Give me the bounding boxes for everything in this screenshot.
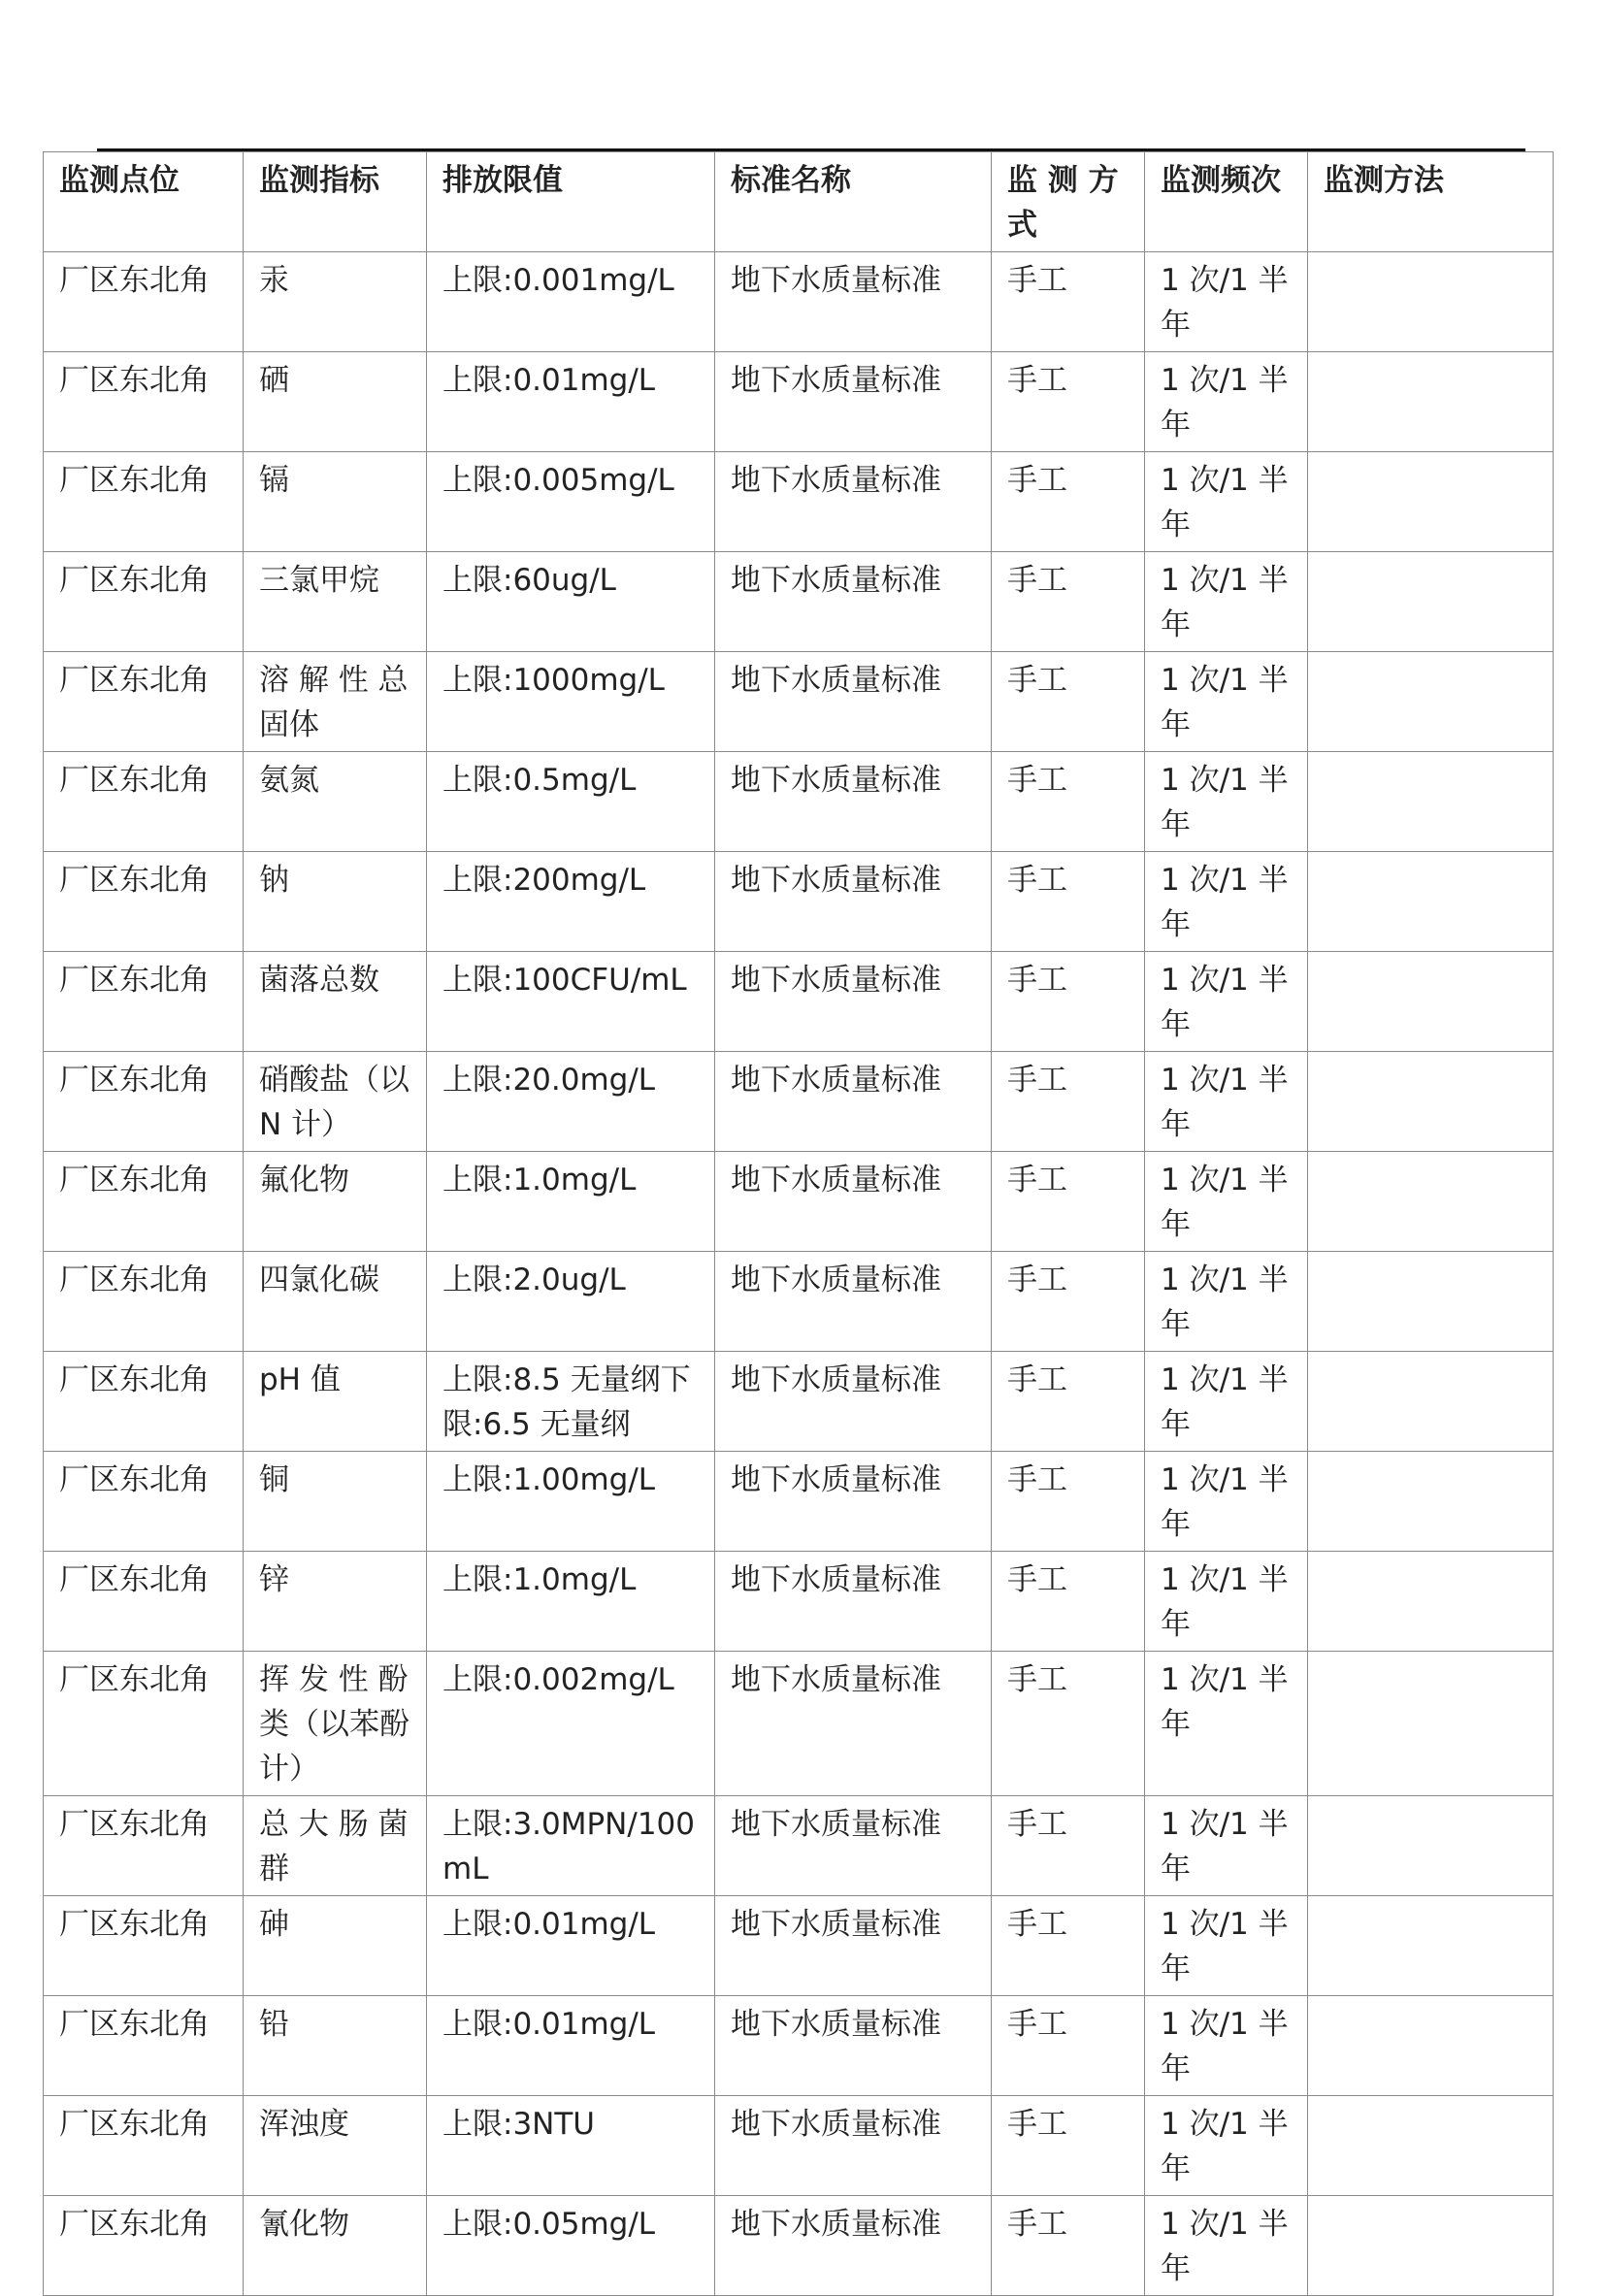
cell-indicator: 氟化物: [244, 1152, 427, 1252]
header-indicator: 监测指标: [244, 152, 427, 252]
table-row: [44, 1796, 1554, 1896]
cell-limit: 上限:0.5mg/L: [427, 752, 715, 852]
cell-standard: 地下水质量标准: [715, 1552, 992, 1652]
cell-method-type: 手工: [992, 2196, 1145, 2296]
cell-monitoring-point: 厂区东北角: [44, 1552, 244, 1652]
cell-limit: 上限:3NTU: [427, 2096, 715, 2196]
cell-standard: 地下水质量标准: [715, 1252, 992, 1352]
table-row: [44, 1652, 1554, 1796]
cell-standard: 地下水质量标准: [715, 2096, 992, 2196]
cell-monitoring-point: 厂区东北角: [44, 252, 244, 352]
cell-method: [1308, 1052, 1554, 1152]
cell-standard: 地下水质量标准: [715, 1052, 992, 1152]
cell-method: [1308, 1352, 1554, 1452]
cell-indicator: 氨氮: [244, 752, 427, 852]
cell-standard: 地下水质量标准: [715, 1896, 992, 1996]
cell-indicator: 溶 解 性 总固体: [244, 652, 427, 752]
cell-frequency: 1 次/1 半年: [1145, 1352, 1308, 1452]
cell-monitoring-point: 厂区东北角: [44, 2096, 244, 2196]
header-standard: 标准名称: [715, 152, 992, 252]
cell-frequency: 1 次/1 半年: [1145, 552, 1308, 652]
cell-frequency: 1 次/1 半年: [1145, 1652, 1308, 1796]
cell-method-type: 手工: [992, 1352, 1145, 1452]
table-row: [44, 852, 1554, 952]
cell-monitoring-point: 厂区东北角: [44, 1152, 244, 1252]
cell-standard: 地下水质量标准: [715, 252, 992, 352]
cell-method: [1308, 552, 1554, 652]
cell-limit: 上限:0.01mg/L: [427, 1896, 715, 1996]
cell-frequency: 1 次/1 半年: [1145, 2096, 1308, 2196]
cell-monitoring-point: 厂区东北角: [44, 2196, 244, 2296]
cell-limit: 上限:1.00mg/L: [427, 1452, 715, 1552]
cell-method: [1308, 1652, 1554, 1796]
cell-indicator: 硒: [244, 352, 427, 452]
header-monitoring-point: 监测点位: [44, 152, 244, 252]
table-row: [44, 1352, 1554, 1452]
table-row: [44, 2196, 1554, 2296]
cell-monitoring-point: 厂区东北角: [44, 452, 244, 552]
header-method-type: 监 测 方式: [992, 152, 1145, 252]
cell-method: [1308, 952, 1554, 1052]
cell-frequency: 1 次/1 半年: [1145, 252, 1308, 352]
cell-monitoring-point: 厂区东北角: [44, 1652, 244, 1796]
table-row: [44, 1996, 1554, 2096]
cell-indicator: 铜: [244, 1452, 427, 1552]
cell-indicator: 挥 发 性 酚类（以苯酚计）: [244, 1652, 427, 1796]
table-row: [44, 1052, 1554, 1152]
cell-limit: 上限:0.002mg/L: [427, 1652, 715, 1796]
cell-frequency: 1 次/1 半年: [1145, 2196, 1308, 2296]
cell-standard: 地下水质量标准: [715, 1452, 992, 1552]
cell-limit: 上限:0.005mg/L: [427, 452, 715, 552]
cell-method-type: 手工: [992, 652, 1145, 752]
cell-monitoring-point: 厂区东北角: [44, 952, 244, 1052]
cell-standard: 地下水质量标准: [715, 1352, 992, 1452]
cell-frequency: 1 次/1 半年: [1145, 1552, 1308, 1652]
cell-standard: 地下水质量标准: [715, 552, 992, 652]
cell-monitoring-point: 厂区东北角: [44, 1996, 244, 2096]
cell-monitoring-point: 厂区东北角: [44, 352, 244, 452]
cell-method: [1308, 652, 1554, 752]
cell-monitoring-point: 厂区东北角: [44, 1896, 244, 1996]
cell-limit: 上限:1.0mg/L: [427, 1152, 715, 1252]
cell-standard: 地下水质量标准: [715, 352, 992, 452]
table-row: [44, 452, 1554, 552]
cell-indicator: 总 大 肠 菌群: [244, 1796, 427, 1896]
cell-method: [1308, 852, 1554, 952]
table-row: [44, 1152, 1554, 1252]
cell-standard: 地下水质量标准: [715, 652, 992, 752]
monitoring-table: [43, 151, 1554, 2296]
cell-method-type: 手工: [992, 952, 1145, 1052]
table-row: [44, 252, 1554, 352]
cell-method-type: 手工: [992, 452, 1145, 552]
cell-method: [1308, 1796, 1554, 1896]
cell-indicator: 四氯化碳: [244, 1252, 427, 1352]
cell-method-type: 手工: [992, 852, 1145, 952]
cell-method-type: 手工: [992, 1996, 1145, 2096]
cell-indicator: 三氯甲烷: [244, 552, 427, 652]
cell-standard: 地下水质量标准: [715, 2196, 992, 2296]
cell-method: [1308, 1252, 1554, 1352]
cell-limit: 上限:1.0mg/L: [427, 1552, 715, 1652]
table-body: [44, 252, 1554, 2296]
cell-indicator: pH 值: [244, 1352, 427, 1452]
header-row: [44, 152, 1554, 252]
cell-method: [1308, 2196, 1554, 2296]
cell-method-type: 手工: [992, 1252, 1145, 1352]
table-row: [44, 952, 1554, 1052]
cell-method: [1308, 1896, 1554, 1996]
cell-indicator: 砷: [244, 1896, 427, 1996]
cell-frequency: 1 次/1 半年: [1145, 852, 1308, 952]
cell-frequency: 1 次/1 半年: [1145, 1052, 1308, 1152]
cell-indicator: 浑浊度: [244, 2096, 427, 2196]
cell-monitoring-point: 厂区东北角: [44, 1452, 244, 1552]
cell-limit: 上限:0.001mg/L: [427, 252, 715, 352]
cell-method: [1308, 1996, 1554, 2096]
cell-limit: 上限:200mg/L: [427, 852, 715, 952]
cell-limit: 上限:0.05mg/L: [427, 2196, 715, 2296]
cell-standard: 地下水质量标准: [715, 952, 992, 1052]
cell-indicator: 菌落总数: [244, 952, 427, 1052]
cell-method-type: 手工: [992, 1796, 1145, 1896]
table-row: [44, 2096, 1554, 2196]
cell-method: [1308, 1552, 1554, 1652]
cell-method-type: 手工: [992, 1152, 1145, 1252]
cell-method-type: 手工: [992, 2096, 1145, 2196]
table-row: [44, 352, 1554, 452]
table-row: [44, 1452, 1554, 1552]
cell-indicator: 铅: [244, 1996, 427, 2096]
table-row: [44, 652, 1554, 752]
header-frequency: 监测频次: [1145, 152, 1308, 252]
cell-standard: 地下水质量标准: [715, 1796, 992, 1896]
cell-method: [1308, 1152, 1554, 1252]
cell-method-type: 手工: [992, 752, 1145, 852]
cell-frequency: 1 次/1 半年: [1145, 1152, 1308, 1252]
cell-frequency: 1 次/1 半年: [1145, 752, 1308, 852]
cell-limit: 上限:8.5 无量纲下限:6.5 无量纲: [427, 1352, 715, 1452]
cell-indicator: 锌: [244, 1552, 427, 1652]
cell-monitoring-point: 厂区东北角: [44, 1796, 244, 1896]
cell-limit: 上限:0.01mg/L: [427, 352, 715, 452]
cell-method-type: 手工: [992, 1452, 1145, 1552]
cell-indicator: 氰化物: [244, 2196, 427, 2296]
cell-limit: 上限:0.01mg/L: [427, 1996, 715, 2096]
cell-method-type: 手工: [992, 1552, 1145, 1652]
cell-standard: 地下水质量标准: [715, 1652, 992, 1796]
cell-limit: 上限:100CFU/mL: [427, 952, 715, 1052]
table-row: [44, 1252, 1554, 1352]
cell-monitoring-point: 厂区东北角: [44, 1352, 244, 1452]
cell-monitoring-point: 厂区东北角: [44, 652, 244, 752]
cell-limit: 上限:60ug/L: [427, 552, 715, 652]
cell-standard: 地下水质量标准: [715, 452, 992, 552]
table-row: [44, 1552, 1554, 1652]
cell-indicator: 汞: [244, 252, 427, 352]
cell-method-type: 手工: [992, 1896, 1145, 1996]
cell-method-type: 手工: [992, 352, 1145, 452]
cell-limit: 上限:2.0ug/L: [427, 1252, 715, 1352]
cell-frequency: 1 次/1 半年: [1145, 1896, 1308, 1996]
cell-monitoring-point: 厂区东北角: [44, 1052, 244, 1152]
cell-monitoring-point: 厂区东北角: [44, 1252, 244, 1352]
cell-method: [1308, 452, 1554, 552]
cell-indicator: 钠: [244, 852, 427, 952]
cell-monitoring-point: 厂区东北角: [44, 852, 244, 952]
cell-frequency: 1 次/1 半年: [1145, 652, 1308, 752]
cell-standard: 地下水质量标准: [715, 1152, 992, 1252]
table-row: [44, 1896, 1554, 1996]
cell-method: [1308, 352, 1554, 452]
cell-limit: 上限:20.0mg/L: [427, 1052, 715, 1152]
cell-method: [1308, 1452, 1554, 1552]
cell-method-type: 手工: [992, 1052, 1145, 1152]
cell-method-type: 手工: [992, 552, 1145, 652]
cell-frequency: 1 次/1 半年: [1145, 452, 1308, 552]
cell-monitoring-point: 厂区东北角: [44, 552, 244, 652]
cell-frequency: 1 次/1 半年: [1145, 952, 1308, 1052]
cell-limit: 上限:3.0MPN/100mL: [427, 1796, 715, 1896]
cell-method: [1308, 252, 1554, 352]
header-method: 监测方法: [1308, 152, 1554, 252]
cell-limit: 上限:1000mg/L: [427, 652, 715, 752]
cell-frequency: 1 次/1 半年: [1145, 1996, 1308, 2096]
header-limit: 排放限值: [427, 152, 715, 252]
cell-indicator: 镉: [244, 452, 427, 552]
cell-standard: 地下水质量标准: [715, 1996, 992, 2096]
cell-frequency: 1 次/1 半年: [1145, 352, 1308, 452]
cell-standard: 地下水质量标准: [715, 852, 992, 952]
table-header: [44, 152, 1554, 252]
cell-method-type: 手工: [992, 1652, 1145, 1796]
cell-frequency: 1 次/1 半年: [1145, 1452, 1308, 1552]
cell-frequency: 1 次/1 半年: [1145, 1796, 1308, 1896]
cell-method-type: 手工: [992, 252, 1145, 352]
cell-standard: 地下水质量标准: [715, 752, 992, 852]
cell-frequency: 1 次/1 半年: [1145, 1252, 1308, 1352]
cell-indicator: 硝酸盐（以N 计）: [244, 1052, 427, 1152]
cell-method: [1308, 2096, 1554, 2196]
table-row: [44, 552, 1554, 652]
table-row: [44, 752, 1554, 852]
cell-monitoring-point: 厂区东北角: [44, 752, 244, 852]
cell-method: [1308, 752, 1554, 852]
